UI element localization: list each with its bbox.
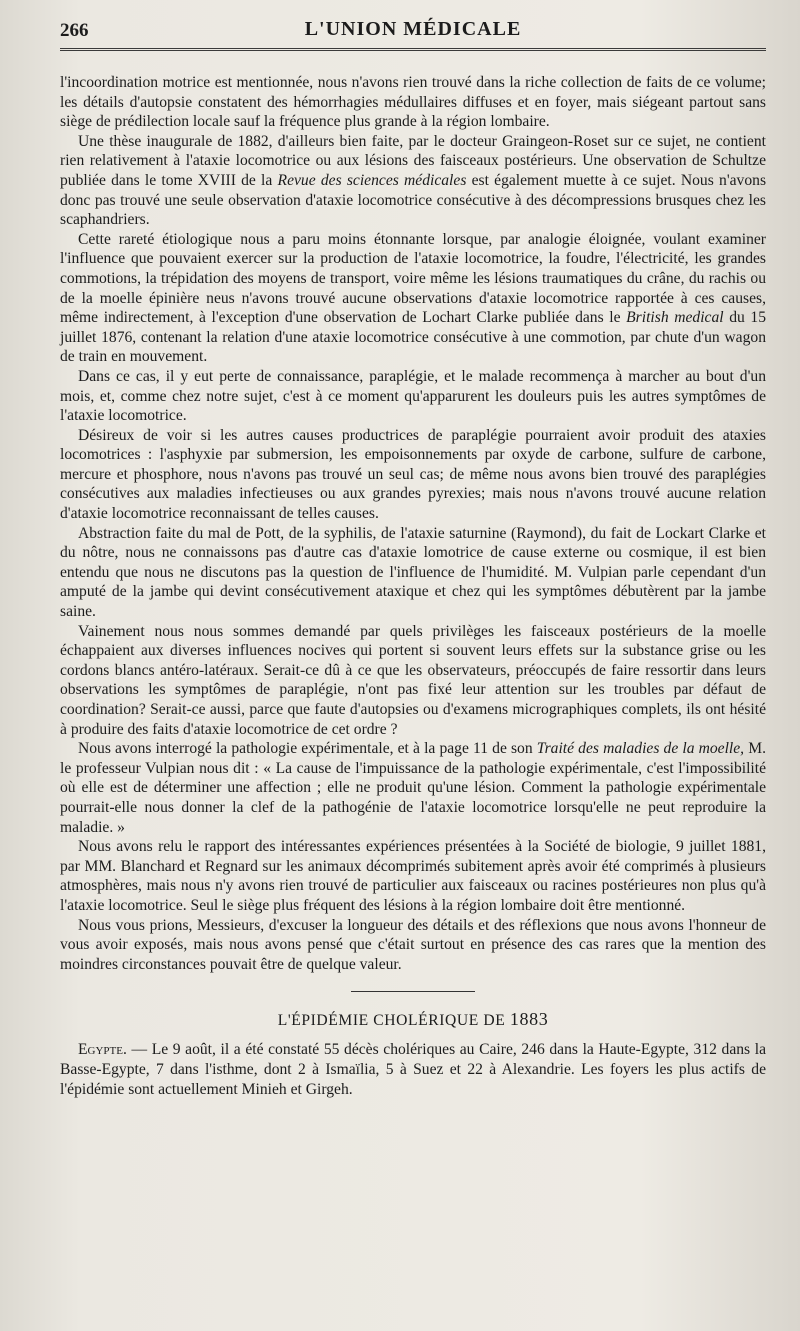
italic-title: Traité des maladies de la moelle, [536, 740, 745, 758]
paragraph [60, 524, 766, 622]
paragraph-text: Dans ce cas, il y eut perte de connaissance, paraplégie, et le malade recommença à marcher au bout d'un mois, et, comme chez notre sujet, c'est à ce moment qu'apparurent les douleurs puis les autres symptômes de l'ataxie locomotrice. [60, 367, 766, 425]
page-header [60, 14, 766, 51]
section-body [60, 1040, 766, 1099]
paragraph [60, 622, 766, 740]
paragraph-text: Nous vous prions, Messieurs, d'excuser la longueur des détails et des réflexions que nous avons l'honneur de vous avoir exposés, mais nous avons pensé que c'était surtout en présence des cas rares que la mention des moindres circonstances pouvait être de quelque valeur. [60, 916, 766, 973]
paragraph-text: Nous avons relu le rapport des intéressantes expériences présentées à la Société de biologie, 9 juillet 1881, par MM. Blanchard et Regnard sur les animaux décomprimés subitement après avoir été comprimés à plusieurs atmosphères, mais nous n'y avons rien trouvé de particulier aux faisceaux ou racines postérieures non plus qu'à l'ataxie locomotrice. Seul le siège plus fréquent des lésions à la région lombaire doit être mentionné. [60, 838, 766, 914]
paragraph [60, 367, 766, 426]
paragraph [60, 230, 766, 367]
paragraph-text: Abstraction faite du mal de Pott, de la syphilis, de l'ataxie saturnine (Raymond), du fait de Lockart Clarke et du nôtre, nous ne connaissons pas d'autre cas d'ataxie lomotrice de cause externe ou cosmique, il est bien entendu que nous ne discutons pas la question de l'influence de l'humidité. M. Vulpian parle cependant d'un amputé de la jambe qui devint consécutivement ataxique et chez qui les symptômes débutèrent par la jambe saine. [60, 524, 766, 621]
page-number: 266 [60, 20, 89, 41]
paragraph-text: du 15 juillet 1876, contenant la relation d'une ataxie locomotrice consécutive à une commotion, par chute d'un wagon de train en mouvement. [60, 309, 767, 366]
paragraph-text: M. le professeur Vulpian nous dit : « La cause de l'impuissance de la pathologie expérimentale, c'est l'impossibilité où elle est de déterminer une affection ; elle ne produit qu'une lésion. Comment la pathologie expérimentale pourrait-elle nous donner la clef de la pathogénie de l'ataxie locomotrice lorsqu'elle ne peut reproduire la maladie. » [60, 740, 766, 836]
paragraph [60, 73, 766, 132]
paragraph-text: Une thèse inaugurale de 1882, d'ailleurs bien faite, par le docteur Graingeon-Roset sur ce sujet, ne contient rien relativement à l'ataxie locomotrice ou aux lésions des faisceaux postérieurs. Une observation de Schultze publiée dans le tome XVIII de la [60, 132, 766, 189]
section-title-text: L'ÉPIDÉMIE CHOLÉRIQUE DE [277, 1012, 506, 1030]
italic-title: Revue des sciences médicales [277, 171, 467, 189]
section-lead-label: Egypte. [78, 1041, 127, 1059]
paragraph-text: l'incoordination motrice est mentionnée, nous n'avons rien trouvé dans la riche collection de faits de ce volume; les détails d'autopsie constatent des hémorrhagies médullaires diffuses et en foyer, mais siégeant partout sans siège de prédilection locale sauf la fréquence plus grande à la région lombaire. [60, 74, 766, 131]
section-paragraph [60, 1040, 766, 1099]
section-title [60, 1009, 766, 1030]
section-divider [351, 991, 475, 992]
paragraph-text: Vainement nous nous sommes demandé par quels privilèges les faisceaux postérieurs de la moelle échappaient aux diverses influences nocives qui portent si souvent leurs effets sur la substance grise ou les cordons blancs antéro-latéraux. Serait-ce dû à ce que les observateurs, préoccupés de faire ressortir dans leurs observations les symptômes de paraplégie, n'ont pas fixé leur attention sur les troubles par défaut de coordination? Serait-ce aussi, parce que faute d'autopsies ou d'examens micrographiques complets, ils ont hésité à produire des faits d'ataxie locomotrice de cet ordre ? [60, 622, 766, 738]
paragraph [60, 426, 766, 524]
section-title-year: 1883 [509, 1009, 549, 1030]
paragraph [60, 132, 766, 230]
article-body [60, 73, 766, 974]
paragraph [60, 916, 766, 975]
paragraph [60, 837, 766, 915]
paragraph-text: Cette rareté étiologique nous a paru moins étonnante lorsque, par analogie éloignée, voulant examiner l'influence que pouvaient exercer sur la production de l'ataxie locomotrice, la foudre, l'électricité, les grandes commotions, la trépidation des moyens de transport, voire même les lésions traumatiques du crâne, du rachis ou de la moelle épinière neus n'avons trouvé aucune observations d'ataxie locomotrice rapportée à ces causes, même indirectement, à l'exception d'une observation de Lochart Clarke publiée dans le [60, 230, 766, 327]
italic-title: British medical [626, 309, 724, 327]
section-text: — Le 9 août, il a été constaté 55 décès cholériques au Caire, 246 dans la Haute-Egypte, 312 dans la Basse-Egypte, 7 dans l'isthme, dont 2 à Ismaïlia, 5 à Suez et 22 à Alexandrie. Les foyers les plus actifs de l'épidémie sont actuellement Minieh et Girgeh. [60, 1041, 766, 1098]
paragraph-text: Nous avons interrogé la pathologie expérimentale, et à la page 11 de son [78, 740, 537, 758]
paragraph [60, 739, 766, 837]
paragraph-text: est également muette à ce sujet. Nous n'avons donc pas trouvé une seule observation d'ataxie locomotrice consécutive à des décompressions brusques chez les scaphandriers. [60, 171, 767, 229]
running-title: L'UNION MÉDICALE [304, 18, 522, 40]
paragraph-text: Désireux de voir si les autres causes productrices de paraplégie pourraient avoir produit des ataxies locomotrices : l'asphyxie par submersion, les empoisonnements par oxyde de carbone, sulfure de carbone, mercure et phosphore, nous n'avons pas trouvé un seul cas; de même nous avons bien trouvé des paraplégies consécutives aux maladies infectieuses ou aux grandes pyrexies; mais nous n'avons trouvé aucune relation d'ataxie locomotrice reconnaissant de telles causes. [60, 426, 766, 523]
